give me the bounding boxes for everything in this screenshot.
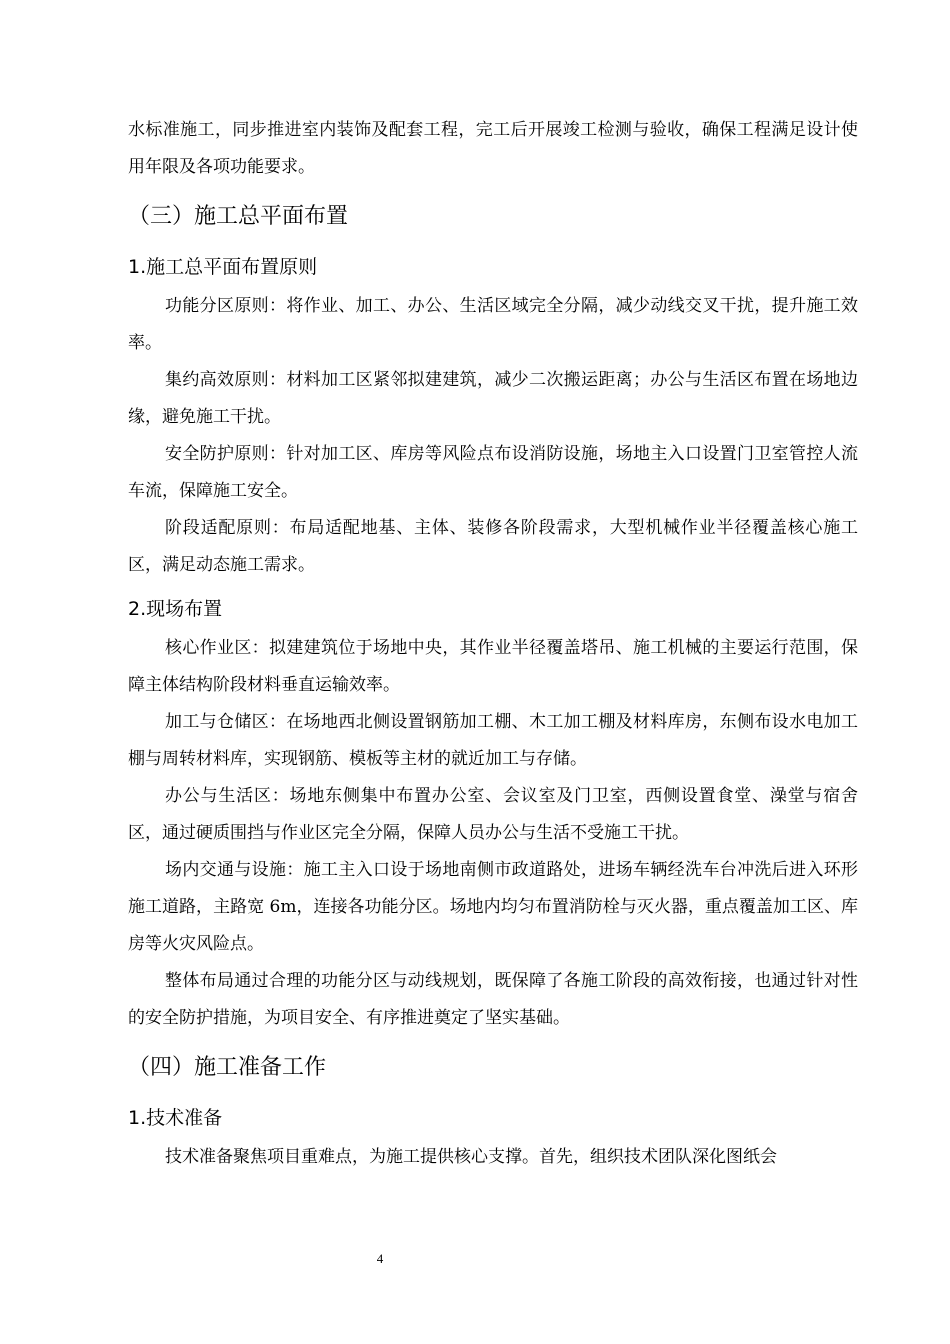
paragraph-overall-layout: 整体布局通过合理的功能分区与动线规划，既保障了各施工阶段的高效衔接，也通过针对性的安全防护措施，为项目安全、有序推进奠定了坚实基础。 [128, 971, 858, 1028]
continuation-paragraph: 水标准施工，同步推进室内装饰及配套工程，完工后开展竣工检测与验收，确保工程满足设计使用年限及各项功能要求。 [128, 120, 858, 177]
section-heading-preparation: （四）施工准备工作 [128, 1055, 327, 1080]
page-number: 4 [376, 1251, 384, 1266]
paragraph-core-work-area: 核心作业区：拟建建筑位于场地中央，其作业半径覆盖塔吊、施工机械的主要运行范围，保障主体结构阶段材料垂直运输效率。 [128, 638, 858, 695]
paragraph-safety-protection: 安全防护原则：针对加工区、库房等风险点布设消防设施，场地主入口设置门卫室管控人流车流，保障施工安全。 [128, 444, 858, 501]
paragraph-functional-zoning: 功能分区原则：将作业、加工、办公、生活区域完全分隔，减少动线交叉干扰，提升施工效率。 [128, 296, 858, 353]
paragraph-intensive-efficiency: 集约高效原则：材料加工区紧邻拟建建筑，减少二次搬运距离；办公与生活区布置在场地边缘，避免施工干扰。 [128, 370, 858, 427]
subheading-technical-preparation: 1.技术准备 [128, 1107, 223, 1129]
section-heading-site-layout: （三）施工总平面布置 [128, 204, 349, 229]
subheading-site-arrangement: 2.现场布置 [128, 598, 223, 620]
paragraph-processing-storage: 加工与仓储区：在场地西北侧设置钢筋加工棚、木工加工棚及材料库房，东侧布设水电加工棚与周转材料库，实现钢筋、模板等主材的就近加工与存储。 [128, 712, 858, 769]
paragraph-technical-preparation: 技术准备聚焦项目重难点，为施工提供核心支撑。首先，组织技术团队深化图纸会 [165, 1147, 777, 1167]
document-body [128, 112, 858, 1176]
paragraph-stage-adaptation: 阶段适配原则：布局适配地基、主体、装修各阶段需求，大型机械作业半径覆盖核心施工区，满足动态施工需求。 [128, 518, 858, 575]
paragraph-office-living: 办公与生活区：场地东侧集中布置办公室、会议室及门卫室，西侧设置食堂、澡堂与宿舍区，通过硬质围挡与作业区完全分隔，保障人员办公与生活不受施工干扰。 [128, 786, 858, 843]
subheading-layout-principles: 1.施工总平面布置原则 [128, 256, 318, 278]
paragraph-traffic-facilities: 场内交通与设施：施工主入口设于场地南侧市政道路处，进场车辆经洗车台冲洗后进入环形施工道路，主路宽 6m，连接各功能分区。场地内均匀布置消防栓与灭火器，重点覆盖加工区、库房等火灾风险点。 [128, 860, 858, 954]
